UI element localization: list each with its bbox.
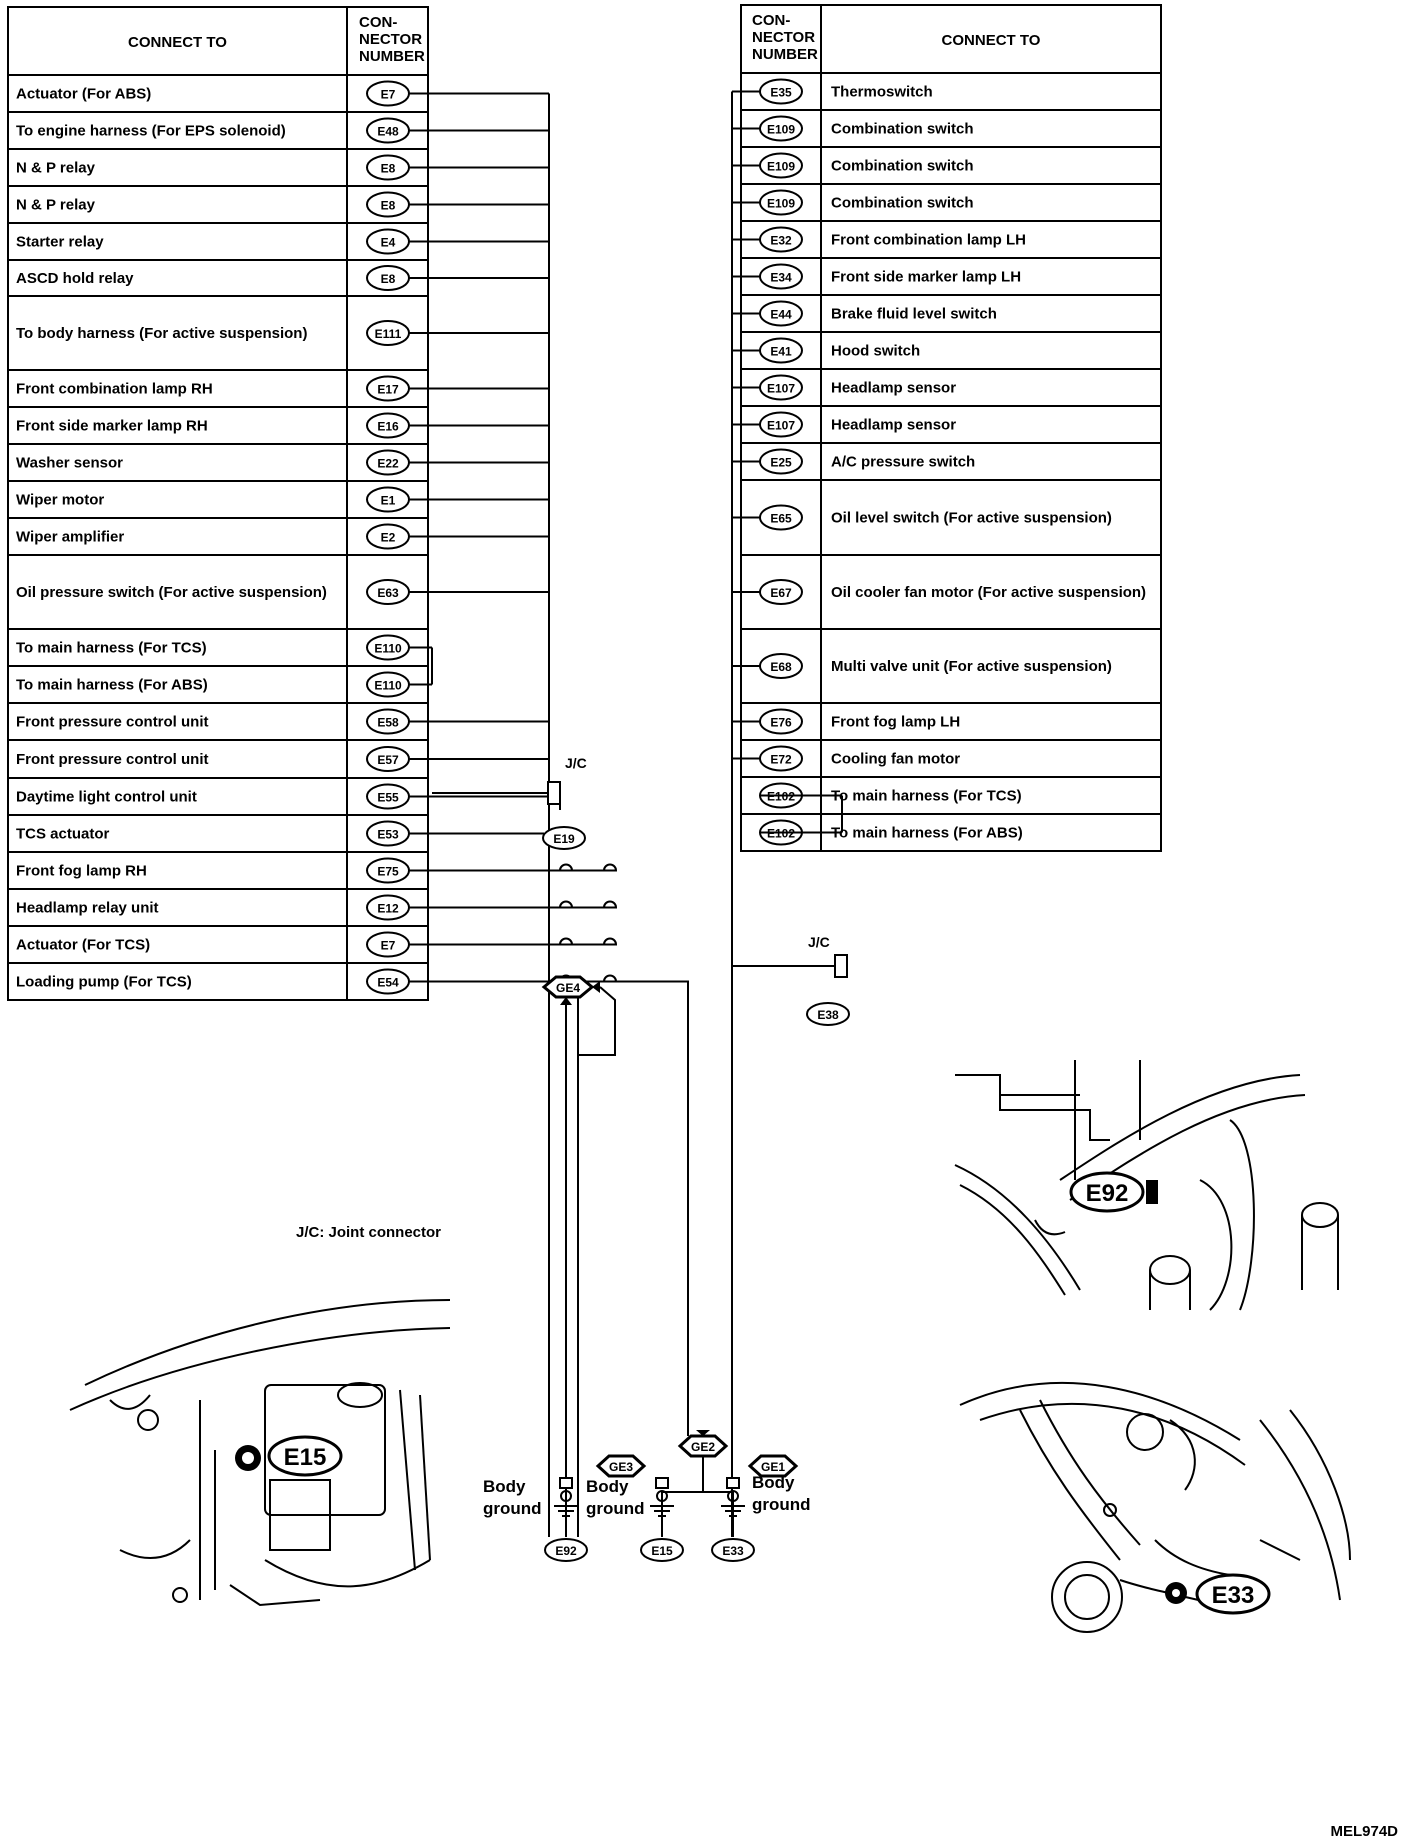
left-row-label: Loading pump (For TCS) <box>16 973 192 991</box>
connector-number: E22 <box>377 456 399 471</box>
left-row-label: Wiper motor <box>16 491 105 509</box>
connector-number: E102 <box>766 789 796 804</box>
right-row-label: To main harness (For TCS) <box>831 787 1022 805</box>
e54-to-ge2-wire <box>549 982 688 1437</box>
left-row <box>16 822 409 846</box>
body-label-1: Body <box>483 1477 526 1496</box>
left-row-label: Daytime light control unit <box>16 788 197 806</box>
connector-number: E109 <box>766 122 796 137</box>
hop-wire <box>409 939 616 945</box>
right-row <box>760 302 997 326</box>
right-row-label: Oil level switch (For active suspension) <box>831 509 1112 527</box>
left-row-label: Front side marker lamp RH <box>16 417 208 435</box>
e15-callout-label: E15 <box>283 1444 327 1471</box>
ground-terminal <box>727 1478 739 1488</box>
ge4-return-wire <box>578 987 615 1055</box>
e33-callout-label: E33 <box>1211 1582 1255 1609</box>
right-row-label: Cooling fan motor <box>831 750 961 768</box>
connector-number: E57 <box>377 753 399 767</box>
ground-terminal <box>656 1478 668 1488</box>
left-row-label: N & P relay <box>16 196 95 214</box>
right-row-label: Front combination lamp LH <box>831 231 1026 249</box>
connector-number: E8 <box>380 161 396 176</box>
connector-number: E7 <box>380 87 396 102</box>
left-row <box>16 193 409 217</box>
ground-ge2 <box>680 1436 726 1456</box>
right-row <box>760 228 1026 252</box>
svg-text:E92: E92 <box>555 1544 577 1558</box>
left-row-label: N & P relay <box>16 159 95 177</box>
joint-connector-legend: J/C: Joint connector <box>296 1224 442 1241</box>
connector-number: E8 <box>380 198 396 213</box>
left-row-label: Washer sensor <box>16 454 123 472</box>
ge3-label: GE3 <box>608 1460 634 1474</box>
left-row <box>16 859 409 883</box>
left-row <box>16 82 409 106</box>
hop-wire <box>409 865 616 871</box>
body-ground-symbols <box>554 1478 745 1516</box>
left-row-label: To body harness (For active suspension) <box>16 325 308 342</box>
connector-number: E1 <box>380 493 396 508</box>
right-header-connector-number: NUMBER <box>752 46 818 63</box>
left-header-connector-number: CON- <box>359 14 398 31</box>
left-row <box>16 970 409 994</box>
right-row <box>760 191 974 215</box>
ground-connector-e33 <box>712 1539 754 1561</box>
connector-number: E110 <box>374 678 402 693</box>
right-row <box>760 376 956 400</box>
connector-number: E8 <box>380 272 396 286</box>
left-row-label: To main harness (For ABS) <box>16 676 208 694</box>
engine-bay-illustration-bottom-right <box>960 1383 1350 1632</box>
left-row <box>16 933 409 957</box>
connector-number: E25 <box>770 455 792 470</box>
left-row-label: Oil pressure switch (For active suspension) <box>16 584 327 601</box>
connector-number: E76 <box>770 715 792 730</box>
connector-number: E53 <box>377 827 399 842</box>
connector-number: E2 <box>380 530 396 545</box>
left-header-connector-number: NUMBER <box>359 48 425 65</box>
right-row-label: Headlamp sensor <box>831 416 957 434</box>
left-row-label: Front combination lamp RH <box>16 380 213 398</box>
left-row <box>16 747 409 771</box>
right-row-label: Hood switch <box>831 342 921 360</box>
jc-right-connector: E38 <box>817 1008 839 1022</box>
right-row-label: Headlamp sensor <box>831 379 957 397</box>
right-row <box>760 265 1021 289</box>
connector-number: E48 <box>377 124 399 139</box>
right-row <box>760 339 920 363</box>
connector-number: E44 <box>770 307 792 322</box>
figure-id: MEL974D <box>1330 1823 1398 1840</box>
jc-left-connector: E19 <box>553 832 575 846</box>
right-row <box>760 154 974 178</box>
connector-number: E63 <box>377 586 399 600</box>
right-row <box>760 506 1112 530</box>
left-row-label: Headlamp relay unit <box>16 899 159 917</box>
connector-number: E75 <box>377 864 399 879</box>
connector-number: E35 <box>770 85 792 100</box>
ground-label-3: ground <box>752 1495 811 1514</box>
connector-number: E16 <box>377 419 399 434</box>
left-row <box>16 266 409 290</box>
left-row-label: Wiper amplifier <box>16 528 125 546</box>
left-row-label: TCS actuator <box>16 825 110 843</box>
ground-terminal <box>560 1478 572 1488</box>
left-row <box>16 377 409 401</box>
hop-wire <box>409 902 616 908</box>
left-row-label: Front pressure control unit <box>16 713 209 731</box>
connector-number: E34 <box>770 270 792 285</box>
right-row-label: Combination switch <box>831 157 974 175</box>
left-row-label: To main harness (For TCS) <box>16 639 207 657</box>
connector-number: E68 <box>770 660 792 674</box>
connector-number: E110 <box>374 641 402 656</box>
left-row-label: Actuator (For ABS) <box>16 85 152 103</box>
connector-number: E4 <box>380 235 396 250</box>
left-row <box>16 636 409 660</box>
left-row-label: Starter relay <box>16 233 104 251</box>
connector-number: E107 <box>766 381 796 396</box>
callout-e15 <box>235 1437 341 1475</box>
ge4-label: GE4 <box>555 981 581 995</box>
right-row <box>760 117 974 141</box>
connector-number: E32 <box>770 233 792 248</box>
connector-number: E107 <box>766 418 796 433</box>
ground-label-1: ground <box>483 1499 542 1518</box>
connector-number: E109 <box>766 159 796 174</box>
jc-right-label: J/C <box>808 934 830 950</box>
joint-connector-right <box>807 934 849 1025</box>
svg-text:E33: E33 <box>722 1544 744 1558</box>
body-label-2: Body <box>586 1477 629 1496</box>
callout-e92 <box>1071 1173 1158 1211</box>
right-row-label: To main harness (For ABS) <box>831 824 1023 842</box>
right-row-label: Oil cooler fan motor (For active suspension) <box>831 584 1147 601</box>
left-row-label: Actuator (For TCS) <box>16 936 151 954</box>
left-header-connector-number: NECTOR <box>359 31 423 48</box>
ge1-label: GE1 <box>760 1460 786 1474</box>
left-connector-table <box>8 7 428 1000</box>
callout-e33 <box>1165 1575 1269 1613</box>
connector-number: E109 <box>766 196 796 211</box>
left-header-connect-to: CONNECT TO <box>128 34 227 51</box>
left-row <box>16 451 409 475</box>
left-row <box>16 710 409 734</box>
left-row <box>16 525 409 549</box>
connector-number: E58 <box>377 715 399 730</box>
right-header-connector-number: CON- <box>752 12 791 29</box>
right-row-label: Front side marker lamp LH <box>831 268 1022 286</box>
jc-left-label: J/C <box>565 755 587 771</box>
connector-number: E41 <box>770 344 792 359</box>
right-connector-table <box>741 5 1161 851</box>
e92-callout-label: E92 <box>1085 1180 1129 1207</box>
connector-number: E12 <box>377 901 399 916</box>
right-row-label: Brake fluid level switch <box>831 305 997 323</box>
left-row <box>16 785 409 809</box>
left-row-label: ASCD hold relay <box>16 270 134 287</box>
connector-number: E102 <box>766 826 796 841</box>
connector-number: E55 <box>377 790 399 805</box>
left-row <box>16 321 409 345</box>
right-row-label: Thermoswitch <box>831 83 933 101</box>
right-row <box>760 654 1112 678</box>
right-row-label: Combination switch <box>831 120 974 138</box>
ground-connector-e92 <box>545 1539 587 1561</box>
left-row <box>16 488 409 512</box>
left-row <box>16 580 409 604</box>
left-row-label: To engine harness (For EPS solenoid) <box>16 122 286 140</box>
right-row <box>760 580 1146 604</box>
right-row <box>760 80 933 104</box>
left-row <box>16 414 409 438</box>
left-row <box>16 673 409 697</box>
connector-number: E65 <box>770 511 792 526</box>
svg-text:E15: E15 <box>651 1544 673 1558</box>
body-label-3: Body <box>752 1473 795 1492</box>
right-row-label: Front fog lamp LH <box>831 713 961 731</box>
right-row <box>760 450 975 474</box>
engine-bay-illustration-left <box>70 1300 450 1605</box>
left-row <box>16 119 409 143</box>
connector-number: E67 <box>770 586 792 600</box>
right-row-label: Multi valve unit (For active suspension) <box>831 658 1112 675</box>
ground-ge3 <box>598 1456 644 1476</box>
left-row <box>16 896 409 920</box>
right-header-connector-number: NECTOR <box>752 29 816 46</box>
ground-connector-e15 <box>641 1539 683 1561</box>
connector-number: E7 <box>380 938 396 953</box>
left-row-label: Front fog lamp RH <box>16 862 147 880</box>
ground-label-2: ground <box>586 1499 645 1518</box>
connector-number: E72 <box>770 752 792 767</box>
connector-number: E54 <box>377 975 399 990</box>
right-row-label: Combination switch <box>831 194 974 212</box>
right-row-label: A/C pressure switch <box>831 453 976 471</box>
ge2-label: GE2 <box>690 1440 716 1454</box>
connector-number: E17 <box>377 382 399 397</box>
right-row <box>760 413 956 437</box>
right-row <box>760 710 960 734</box>
right-header-connect-to: CONNECT TO <box>941 32 1041 49</box>
left-row <box>16 230 409 254</box>
left-row <box>16 156 409 180</box>
ground-ge4 <box>544 977 600 997</box>
connector-number: E111 <box>374 327 402 341</box>
right-row <box>760 747 960 771</box>
left-row-label: Front pressure control unit <box>16 751 209 768</box>
